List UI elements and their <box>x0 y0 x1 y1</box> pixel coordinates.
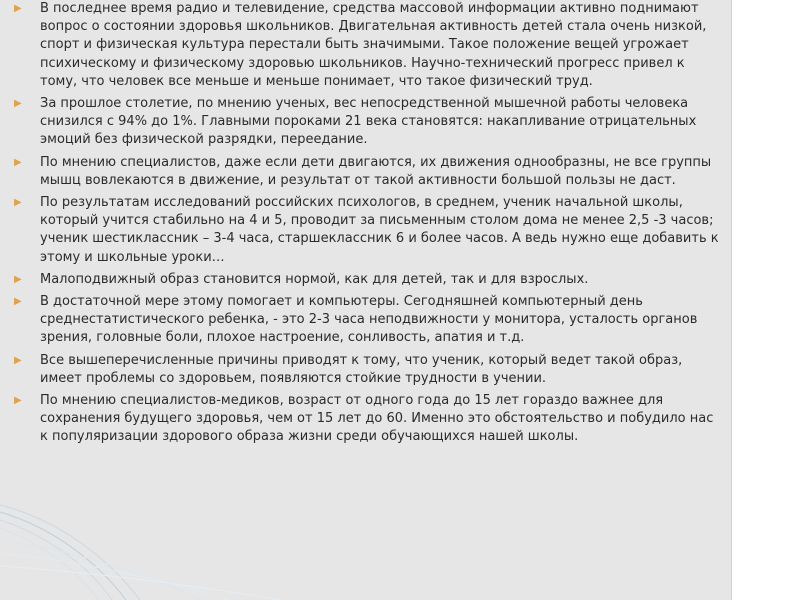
paragraph-text: В последнее время радио и телевидение, средства массовой информации активно поднимают вопрос о состоянии здоровья школьников. Двигательная активность детей стала очень низкой, спорт и физическая культура перестали быть значимыми. Такое положение вещей угрожает психическому и физическому здоровью школьников. Научно-технический прогресс привел к тому, что человек все меньше и меньше понимает, что такое физический труд. <box>40 1 707 89</box>
paragraph-text: Малоподвижный образ становится нормой, как для детей, так и для взрослых. <box>40 271 589 287</box>
arrow-bullet-icon: ▶ <box>14 98 22 110</box>
list-item <box>14 271 719 289</box>
list-item <box>14 352 719 388</box>
arrow-bullet-icon: ▶ <box>14 395 22 407</box>
arrow-bullet-icon: ▶ <box>14 197 22 209</box>
list-item <box>14 154 719 190</box>
arrow-bullet-icon: ▶ <box>14 296 22 308</box>
arrow-bullet-icon: ▶ <box>14 354 22 366</box>
paragraph-text: По результатам исследований российских психологов, в среднем, ученик начальной школы, который учится стабильно на 4 и 5, проводит за письменным столом дома не менее 2,5 -3 часов; ученик шестиклассник – 3-4 часа, старшеклассник 6 и более часов. А ведь нужно еще добавить к этому и школьные уроки… <box>40 195 719 265</box>
paragraph-text: За прошлое столетие, по мнению ученых, вес непосредственной мышечной работы человека снизился с 94% до 1%. Главными пороками 21 века становятся: накапливание отрицательных эмоций без физической разрядки, переедание. <box>40 96 697 148</box>
list-item <box>14 293 719 348</box>
list-item <box>14 194 719 267</box>
paragraph-text: По мнению специалистов-медиков, возраст от одного года до 15 лет гораздо важнее для сохранения будущего здоровья, чем от 15 лет до 60. Именно это обстоятельство и побудило нас к популяризации здорового образа жизни среди обучающихся нашей школы. <box>40 393 714 445</box>
paragraph-text: По мнению специалистов, даже если дети двигаются, их движения однообразны, не все группы мышц вовлекаются в движение, и результат от такой активности большой пользы не даст. <box>40 154 712 188</box>
list-item <box>14 392 719 447</box>
bullet-list <box>14 0 719 451</box>
list-item <box>14 0 719 91</box>
arrow-bullet-icon: ▶ <box>14 3 22 14</box>
paragraph-text: Все вышеперечисленные причины приводят к тому, что ученик, который ведет такой образ, имеет проблемы со здоровьем, появляются стойкие трудности в учении. <box>40 352 683 386</box>
list-item <box>14 95 719 150</box>
arrow-bullet-icon: ▶ <box>14 156 22 168</box>
arrow-bullet-icon: ▶ <box>14 273 22 285</box>
paragraph-text: В достаточной мере этому помогает и компьютеры. Сегодняшней компьютерный день среднестатистического ребенка, - это 2-3 часа неподвижности у монитора, усталость органов зрения, головные боли, плохое настроение, сонливость, апатия и т.д. <box>40 294 698 346</box>
